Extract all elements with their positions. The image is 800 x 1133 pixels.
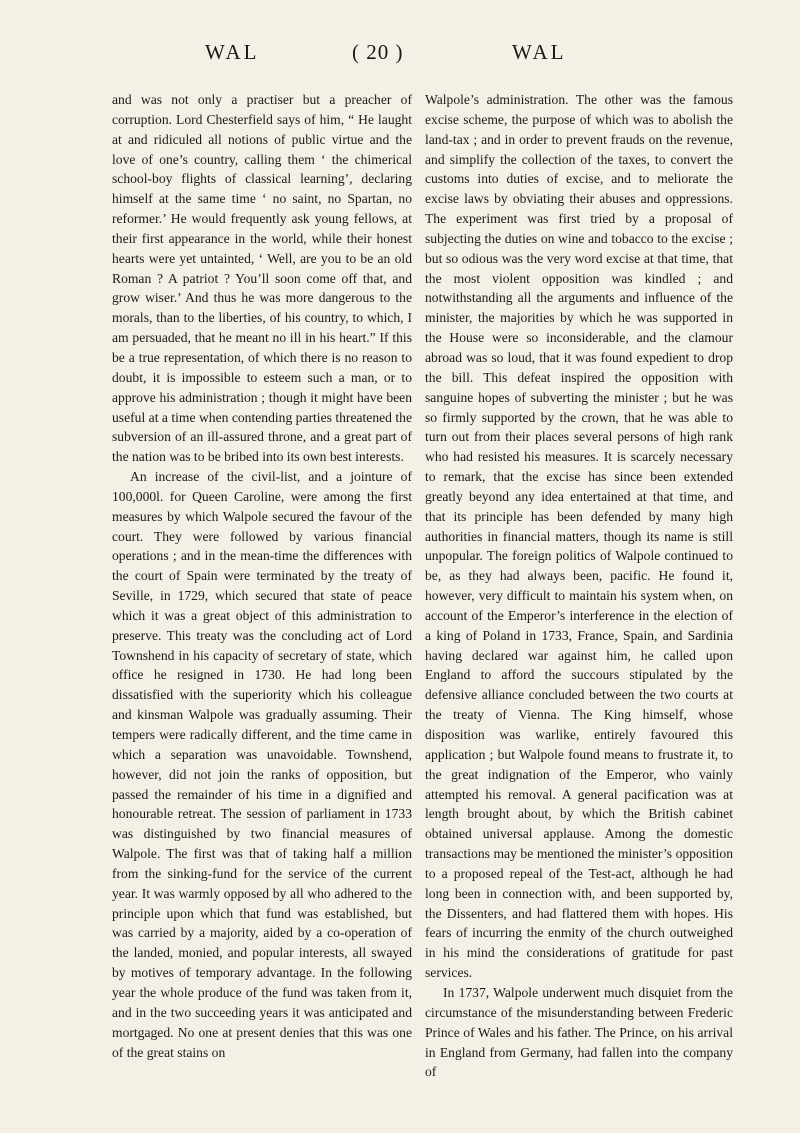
right-column xyxy=(425,90,733,1082)
paragraph: and was not only a practiser but a preacher of corruption. Lord Chesterfield says of him, “ He laught at and ridiculed all notions of public virtue and the love of one’s country, calling them ‘ the chimerical school-boy flights of classical learning’, declaring himself at the same time ‘ no saint, no Spartan, no reformer.’ He would frequently ask young fellows, at their first appearance in the world, while their honest hearts were yet untainted, ‘ Well, are you to be an old Roman ? A patriot ? You’ll soon come off that, and grow wiser.’ And thus he was more dangerous to the morals, than to the liberties, of his country, to which, I am persuaded, that he meant no ill in his heart.” If this be a true representation, of which there is no reason to doubt, it is impossible to esteem such a man, or to approve his administration ; though it might have been useful at a time when contending parties threatened the subversion of an ill-assured throne, and a great part of the nation was to be bribed into its own best interests. xyxy=(112,92,412,465)
header-left: WAL xyxy=(205,40,260,64)
paragraph: An increase of the civil-list, and a jointure of 100,000l. for Queen Caroline, were among the first measures by which Walpole secured the favour of the court. They were followed by various financial operations ; and in the mean-time the differences with the court of Spain were terminated by the treaty of Seville, in 1729, which secured that state of peace which it was a great object of this administration to preserve. This treaty was the concluding act of Lord Townshend in his capacity of secretary of state, which office he resigned in 1730. He had long been dissatisfied with the superiority which his colleague and kinsman Walpole was gradually assuming. Their tempers were radically different, and the time came in which a separation was unavoidable. Townshend, however, did not join the ranks of opposition, but passed the remainder of his time in a dignified and honourable retreat. The session of parliament in 1733 was distinguished by two financial measures of Walpole. The first was that of taking half a million from the sinking-fund for the service of the current year. It was warmly opposed by all who adhered to the principle upon which that fund was established, but was carried by a majority, aided by a co-operation of the landed, monied, and popular interests, all swayed by motives of temporary advantage. In the following year the whole produce of the fund was taken from it, and in the two succeeding years it was anticipated and mortgaged. No one at present denies that this was one of the great stains on xyxy=(112,469,412,1060)
header-right: WAL xyxy=(512,40,567,64)
left-column xyxy=(112,90,412,1062)
page-number: ( 20 ) xyxy=(352,40,404,64)
running-header xyxy=(0,40,800,74)
paragraph: In 1737, Walpole underwent much disquiet from the circumstance of the misunderstanding between Frederic Prince of Wales and his father. The Prince, on his arrival in England from Germany, had fallen into the company of xyxy=(425,984,733,1080)
paragraph: Walpole’s administration. The other was the famous excise scheme, the purpose of which was to abolish the land-tax ; and in order to prevent frauds on the revenue, and simplify the collection of the taxes, to convert the customs into duties of excise, and to meliorate the excise laws by obviating their abuses and oppressions. The experiment was first tried by a proposal of subjecting the duties on wine and tobacco to the excise ; but so odious was the very word excise at that time, that the most violent opposition was kindled ; and notwithstanding all the arguments and influence of the minister, the majorities by which he was supported in the House were so inconsiderable, and the clamour abroad was so loud, that it was found expedient to drop the bill. This defeat inspired the opposition with sanguine hopes of subverting the minister ; but he was so firmly supported by the crown, that he was able to turn out from their places several persons of high rank who had resisted his measures. It is scarcely necessary to remark, that the excise has since been extended greatly beyond any idea entertained at that time, and that its principle has been defended by many high authorities in financial matters, though its name is still unpopular. The foreign politics of Walpole continued to be, as they had always been, pacific. He found it, however, very difficult to maintain his system when, on account of the Emperor’s interference in the election of a king of Poland in 1733, France, Spain, and Sardinia having declared war against him, he called upon England to afford the succours stipulated by the defensive alliance concluded between the two courts at the treaty of Vienna. The King himself, whose disposition was warlike, entirely favoured this application ; but Walpole found means to frustrate it, to the great indignation of the Emperor, who vainly attempted his removal. A general pacification was at length brought about, by which the British cabinet obtained universal applause. Among the domestic transactions may be mentioned the minister’s opposition to a proposed repeal of the Test-act, although he had long been in connection with, and been supported by, the Dissenters, and had flattered them with hopes. His fears of incurring the enmity of the church outweighed in his mind the considerations of gratitude for past services. xyxy=(425,92,733,981)
